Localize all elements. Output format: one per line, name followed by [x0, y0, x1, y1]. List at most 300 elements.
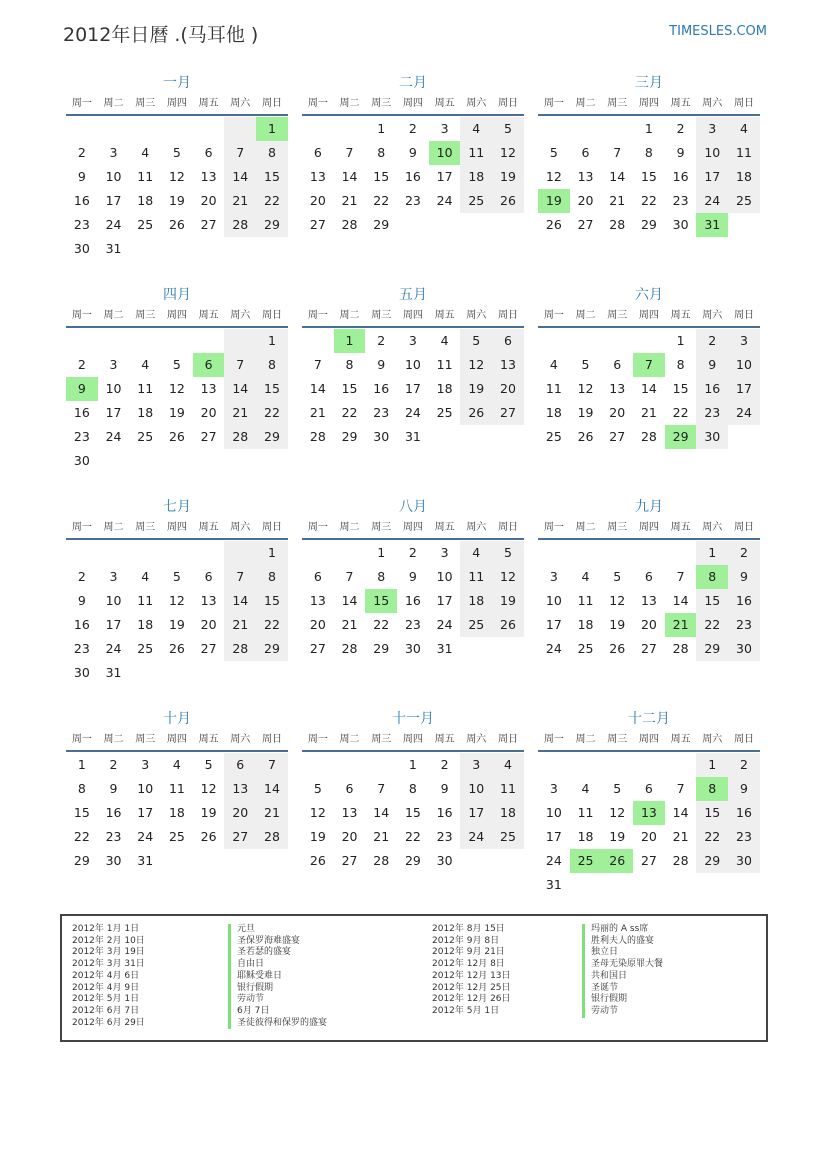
- day-cell[interactable]: 23: [404, 617, 421, 632]
- day-cell[interactable]: 5: [172, 357, 181, 372]
- day-cell[interactable]: 11: [137, 169, 154, 184]
- day-cell[interactable]: 28: [224, 637, 256, 661]
- day-cell[interactable]: 15: [256, 165, 288, 189]
- day-cell[interactable]: 7: [613, 145, 622, 160]
- day-cell[interactable]: 16: [73, 617, 90, 632]
- day-cell[interactable]: 11: [460, 141, 492, 165]
- day-cell[interactable]: 26: [492, 613, 524, 637]
- day-cell[interactable]: 23: [436, 829, 453, 844]
- day-cell[interactable]: 11: [577, 593, 594, 608]
- day-cell[interactable]: 30: [73, 453, 90, 468]
- day-cell[interactable]: 20: [309, 193, 326, 208]
- day-cell[interactable]: 3: [109, 357, 118, 372]
- day-cell[interactable]: 25: [728, 189, 760, 213]
- day-cell[interactable]: 21: [309, 405, 326, 420]
- day-cell[interactable]: 16: [404, 593, 421, 608]
- day-cell[interactable]: 28: [224, 213, 256, 237]
- day-cell[interactable]: 10: [436, 569, 453, 584]
- day-cell[interactable]: 11: [492, 777, 524, 801]
- day-cell[interactable]: 26: [168, 217, 185, 232]
- day-cell[interactable]: 8: [377, 569, 386, 584]
- day-cell[interactable]: 29: [373, 641, 390, 656]
- day-cell[interactable]: 29: [404, 853, 421, 868]
- day-cell[interactable]: 1: [334, 329, 366, 353]
- day-cell[interactable]: 5: [581, 357, 590, 372]
- day-cell[interactable]: 6: [492, 329, 524, 353]
- day-cell[interactable]: 29: [256, 425, 288, 449]
- day-cell[interactable]: 14: [309, 381, 326, 396]
- day-cell[interactable]: 5: [492, 117, 524, 141]
- day-cell[interactable]: 31: [105, 241, 122, 256]
- day-cell[interactable]: 3: [549, 569, 558, 584]
- day-cell[interactable]: 7: [345, 569, 354, 584]
- day-cell[interactable]: 1: [256, 329, 288, 353]
- day-cell[interactable]: 24: [137, 829, 154, 844]
- day-cell[interactable]: 14: [256, 777, 288, 801]
- day-cell[interactable]: 20: [200, 193, 217, 208]
- day-cell[interactable]: 20: [609, 405, 626, 420]
- day-cell[interactable]: 30: [404, 641, 421, 656]
- day-cell[interactable]: 16: [436, 805, 453, 820]
- day-cell[interactable]: 12: [168, 593, 185, 608]
- day-cell[interactable]: 9: [109, 781, 118, 796]
- day-cell[interactable]: 18: [137, 617, 154, 632]
- day-cell[interactable]: 28: [373, 853, 390, 868]
- day-cell[interactable]: 5: [313, 781, 322, 796]
- day-cell[interactable]: 10: [105, 169, 122, 184]
- day-cell[interactable]: 4: [440, 333, 449, 348]
- day-cell[interactable]: 21: [672, 829, 689, 844]
- day-cell[interactable]: 1: [77, 757, 86, 772]
- day-cell[interactable]: 1: [676, 333, 685, 348]
- day-cell[interactable]: 30: [373, 429, 390, 444]
- day-cell[interactable]: 19: [309, 829, 326, 844]
- day-cell[interactable]: 27: [492, 401, 524, 425]
- day-cell[interactable]: 3: [408, 333, 417, 348]
- day-cell[interactable]: 11: [137, 381, 154, 396]
- day-cell[interactable]: 5: [613, 781, 622, 796]
- day-cell[interactable]: 22: [341, 405, 358, 420]
- day-cell[interactable]: 26: [609, 641, 626, 656]
- day-cell[interactable]: 8: [256, 353, 288, 377]
- day-cell[interactable]: 24: [105, 217, 122, 232]
- day-cell[interactable]: 25: [460, 189, 492, 213]
- day-cell[interactable]: 12: [460, 353, 492, 377]
- day-cell[interactable]: 20: [640, 617, 657, 632]
- day-cell[interactable]: 10: [137, 781, 154, 796]
- day-cell[interactable]: 6: [313, 569, 322, 584]
- day-cell[interactable]: 11: [137, 593, 154, 608]
- day-cell[interactable]: 14: [224, 589, 256, 613]
- day-cell[interactable]: 2: [77, 145, 86, 160]
- day-cell[interactable]: 28: [609, 217, 626, 232]
- day-cell[interactable]: 18: [137, 193, 154, 208]
- day-cell[interactable]: 12: [168, 169, 185, 184]
- day-cell[interactable]: 26: [577, 429, 594, 444]
- day-cell[interactable]: 4: [172, 757, 181, 772]
- day-cell[interactable]: 25: [570, 849, 602, 873]
- day-cell[interactable]: 15: [696, 589, 728, 613]
- day-cell[interactable]: 22: [404, 829, 421, 844]
- day-cell[interactable]: 29: [665, 425, 697, 449]
- day-cell[interactable]: 12: [492, 141, 524, 165]
- day-cell[interactable]: 14: [224, 165, 256, 189]
- day-cell[interactable]: 18: [168, 805, 185, 820]
- day-cell[interactable]: 25: [137, 429, 154, 444]
- day-cell[interactable]: 15: [365, 589, 397, 613]
- day-cell[interactable]: 3: [109, 145, 118, 160]
- day-cell[interactable]: 2: [728, 753, 760, 777]
- day-cell[interactable]: 2: [408, 545, 417, 560]
- day-cell[interactable]: 3: [440, 121, 449, 136]
- day-cell[interactable]: 9: [77, 593, 86, 608]
- day-cell[interactable]: 29: [341, 429, 358, 444]
- day-cell[interactable]: 7: [313, 357, 322, 372]
- day-cell[interactable]: 23: [73, 641, 90, 656]
- day-cell[interactable]: 21: [341, 193, 358, 208]
- day-cell[interactable]: 26: [309, 853, 326, 868]
- day-cell[interactable]: 28: [309, 429, 326, 444]
- day-cell[interactable]: 9: [728, 565, 760, 589]
- day-cell[interactable]: 21: [256, 801, 288, 825]
- day-cell[interactable]: 27: [577, 217, 594, 232]
- day-cell[interactable]: 17: [105, 405, 122, 420]
- day-cell[interactable]: 19: [538, 189, 570, 213]
- day-cell[interactable]: 4: [728, 117, 760, 141]
- day-cell[interactable]: 15: [640, 169, 657, 184]
- day-cell[interactable]: 1: [696, 753, 728, 777]
- day-cell[interactable]: 30: [728, 637, 760, 661]
- day-cell[interactable]: 18: [460, 165, 492, 189]
- day-cell[interactable]: 20: [640, 829, 657, 844]
- day-cell[interactable]: 4: [492, 753, 524, 777]
- day-cell[interactable]: 10: [545, 805, 562, 820]
- day-cell[interactable]: 16: [696, 377, 728, 401]
- day-cell[interactable]: 30: [728, 849, 760, 873]
- day-cell[interactable]: 18: [460, 589, 492, 613]
- day-cell[interactable]: 19: [609, 829, 626, 844]
- day-cell[interactable]: 31: [137, 853, 154, 868]
- day-cell[interactable]: 8: [676, 357, 685, 372]
- day-cell[interactable]: 12: [492, 565, 524, 589]
- day-cell[interactable]: 9: [66, 377, 98, 401]
- day-cell[interactable]: 3: [440, 545, 449, 560]
- day-cell[interactable]: 11: [728, 141, 760, 165]
- day-cell[interactable]: 31: [105, 665, 122, 680]
- day-cell[interactable]: 3: [460, 753, 492, 777]
- day-cell[interactable]: 11: [545, 381, 562, 396]
- day-cell[interactable]: 25: [137, 217, 154, 232]
- day-cell[interactable]: 5: [613, 569, 622, 584]
- day-cell[interactable]: 8: [77, 781, 86, 796]
- day-cell[interactable]: 22: [256, 613, 288, 637]
- day-cell[interactable]: 26: [492, 189, 524, 213]
- day-cell[interactable]: 26: [168, 641, 185, 656]
- day-cell[interactable]: 18: [492, 801, 524, 825]
- day-cell[interactable]: 6: [581, 145, 590, 160]
- day-cell[interactable]: 2: [77, 569, 86, 584]
- day-cell[interactable]: 22: [696, 613, 728, 637]
- day-cell[interactable]: 20: [224, 801, 256, 825]
- day-cell[interactable]: 13: [309, 593, 326, 608]
- day-cell[interactable]: 3: [728, 329, 760, 353]
- day-cell[interactable]: 16: [373, 381, 390, 396]
- day-cell[interactable]: 23: [728, 825, 760, 849]
- day-cell[interactable]: 7: [224, 565, 256, 589]
- day-cell[interactable]: 24: [696, 189, 728, 213]
- day-cell[interactable]: 20: [200, 617, 217, 632]
- day-cell[interactable]: 8: [377, 145, 386, 160]
- day-cell[interactable]: 2: [728, 541, 760, 565]
- day-cell[interactable]: 16: [404, 169, 421, 184]
- day-cell[interactable]: 27: [224, 825, 256, 849]
- day-cell[interactable]: 17: [137, 805, 154, 820]
- day-cell[interactable]: 1: [256, 541, 288, 565]
- day-cell[interactable]: 8: [408, 781, 417, 796]
- day-cell[interactable]: 14: [341, 169, 358, 184]
- day-cell[interactable]: 6: [644, 781, 653, 796]
- day-cell[interactable]: 30: [73, 241, 90, 256]
- day-cell[interactable]: 2: [77, 357, 86, 372]
- day-cell[interactable]: 27: [200, 641, 217, 656]
- day-cell[interactable]: 9: [696, 353, 728, 377]
- day-cell[interactable]: 22: [256, 189, 288, 213]
- day-cell[interactable]: 28: [672, 641, 689, 656]
- day-cell[interactable]: 12: [309, 805, 326, 820]
- day-cell[interactable]: 17: [105, 617, 122, 632]
- day-cell[interactable]: 14: [341, 593, 358, 608]
- day-cell[interactable]: 9: [676, 145, 685, 160]
- day-cell[interactable]: 9: [408, 145, 417, 160]
- day-cell[interactable]: 10: [545, 593, 562, 608]
- day-cell[interactable]: 13: [577, 169, 594, 184]
- day-cell[interactable]: 24: [105, 641, 122, 656]
- day-cell[interactable]: 4: [549, 357, 558, 372]
- day-cell[interactable]: 17: [545, 617, 562, 632]
- day-cell[interactable]: 21: [224, 401, 256, 425]
- day-cell[interactable]: 17: [404, 381, 421, 396]
- day-cell[interactable]: 11: [168, 781, 185, 796]
- day-cell[interactable]: 10: [429, 141, 461, 165]
- day-cell[interactable]: 29: [373, 217, 390, 232]
- day-cell[interactable]: 31: [545, 877, 562, 892]
- day-cell[interactable]: 15: [696, 801, 728, 825]
- day-cell[interactable]: 31: [404, 429, 421, 444]
- day-cell[interactable]: 6: [204, 569, 213, 584]
- day-cell[interactable]: 22: [73, 829, 90, 844]
- day-cell[interactable]: 13: [224, 777, 256, 801]
- day-cell[interactable]: 14: [672, 593, 689, 608]
- day-cell[interactable]: 8: [256, 141, 288, 165]
- day-cell[interactable]: 23: [105, 829, 122, 844]
- day-cell[interactable]: 17: [436, 593, 453, 608]
- day-cell[interactable]: 8: [256, 565, 288, 589]
- day-cell[interactable]: 19: [168, 405, 185, 420]
- day-cell[interactable]: 22: [696, 825, 728, 849]
- day-cell[interactable]: 24: [545, 641, 562, 656]
- day-cell[interactable]: 25: [492, 825, 524, 849]
- day-cell[interactable]: 27: [309, 217, 326, 232]
- day-cell[interactable]: 24: [728, 401, 760, 425]
- day-cell[interactable]: 18: [728, 165, 760, 189]
- day-cell[interactable]: 10: [105, 593, 122, 608]
- day-cell[interactable]: 7: [676, 569, 685, 584]
- day-cell[interactable]: 1: [696, 541, 728, 565]
- day-cell[interactable]: 1: [377, 121, 386, 136]
- day-cell[interactable]: 17: [460, 801, 492, 825]
- day-cell[interactable]: 29: [256, 637, 288, 661]
- day-cell[interactable]: 25: [137, 641, 154, 656]
- day-cell[interactable]: 4: [460, 541, 492, 565]
- day-cell[interactable]: 30: [73, 665, 90, 680]
- day-cell[interactable]: 12: [577, 381, 594, 396]
- day-cell[interactable]: 19: [168, 617, 185, 632]
- day-cell[interactable]: 29: [640, 217, 657, 232]
- day-cell[interactable]: 30: [105, 853, 122, 868]
- day-cell[interactable]: 11: [436, 357, 453, 372]
- day-cell[interactable]: 14: [609, 169, 626, 184]
- day-cell[interactable]: 7: [224, 353, 256, 377]
- day-cell[interactable]: 19: [609, 617, 626, 632]
- day-cell[interactable]: 12: [168, 381, 185, 396]
- day-cell[interactable]: 26: [545, 217, 562, 232]
- day-cell[interactable]: 3: [141, 757, 150, 772]
- day-cell[interactable]: 21: [609, 193, 626, 208]
- day-cell[interactable]: 6: [193, 353, 225, 377]
- day-cell[interactable]: 18: [137, 405, 154, 420]
- day-cell[interactable]: 9: [728, 777, 760, 801]
- day-cell[interactable]: 4: [460, 117, 492, 141]
- day-cell[interactable]: 28: [341, 641, 358, 656]
- day-cell[interactable]: 24: [105, 429, 122, 444]
- day-cell[interactable]: 27: [200, 217, 217, 232]
- day-cell[interactable]: 21: [665, 613, 697, 637]
- day-cell[interactable]: 5: [460, 329, 492, 353]
- day-cell[interactable]: 17: [728, 377, 760, 401]
- day-cell[interactable]: 2: [109, 757, 118, 772]
- day-cell[interactable]: 7: [224, 141, 256, 165]
- day-cell[interactable]: 13: [640, 593, 657, 608]
- day-cell[interactable]: 28: [640, 429, 657, 444]
- day-cell[interactable]: 7: [345, 145, 354, 160]
- day-cell[interactable]: 5: [549, 145, 558, 160]
- day-cell[interactable]: 14: [224, 377, 256, 401]
- day-cell[interactable]: 15: [404, 805, 421, 820]
- day-cell[interactable]: 1: [644, 121, 653, 136]
- day-cell[interactable]: 12: [609, 593, 626, 608]
- day-cell[interactable]: 7: [256, 753, 288, 777]
- day-cell[interactable]: 20: [309, 617, 326, 632]
- day-cell[interactable]: 6: [224, 753, 256, 777]
- day-cell[interactable]: 13: [200, 169, 217, 184]
- day-cell[interactable]: 6: [204, 145, 213, 160]
- day-cell[interactable]: 10: [728, 353, 760, 377]
- brand-logo-text[interactable]: TIMESLES.COM: [669, 24, 767, 39]
- day-cell[interactable]: 3: [109, 569, 118, 584]
- day-cell[interactable]: 28: [341, 217, 358, 232]
- day-cell[interactable]: 8: [345, 357, 354, 372]
- day-cell[interactable]: 9: [408, 569, 417, 584]
- day-cell[interactable]: 27: [200, 429, 217, 444]
- day-cell[interactable]: 27: [640, 853, 657, 868]
- day-cell[interactable]: 19: [577, 405, 594, 420]
- day-cell[interactable]: 5: [172, 569, 181, 584]
- day-cell[interactable]: 10: [404, 357, 421, 372]
- day-cell[interactable]: 16: [728, 589, 760, 613]
- day-cell[interactable]: 15: [73, 805, 90, 820]
- day-cell[interactable]: 5: [492, 541, 524, 565]
- day-cell[interactable]: 1: [408, 757, 417, 772]
- day-cell[interactable]: 18: [436, 381, 453, 396]
- day-cell[interactable]: 10: [460, 777, 492, 801]
- day-cell[interactable]: 13: [309, 169, 326, 184]
- day-cell[interactable]: 20: [492, 377, 524, 401]
- day-cell[interactable]: 23: [404, 193, 421, 208]
- day-cell[interactable]: 23: [73, 429, 90, 444]
- day-cell[interactable]: 2: [676, 121, 685, 136]
- day-cell[interactable]: 6: [313, 145, 322, 160]
- day-cell[interactable]: 31: [436, 641, 453, 656]
- day-cell[interactable]: 11: [460, 565, 492, 589]
- day-cell[interactable]: 16: [73, 193, 90, 208]
- day-cell[interactable]: 19: [492, 165, 524, 189]
- day-cell[interactable]: 25: [545, 429, 562, 444]
- day-cell[interactable]: 16: [728, 801, 760, 825]
- day-cell[interactable]: 13: [633, 801, 665, 825]
- day-cell[interactable]: 2: [408, 121, 417, 136]
- day-cell[interactable]: 19: [492, 589, 524, 613]
- day-cell[interactable]: 18: [545, 405, 562, 420]
- day-cell[interactable]: 7: [377, 781, 386, 796]
- day-cell[interactable]: 10: [105, 381, 122, 396]
- day-cell[interactable]: 22: [640, 193, 657, 208]
- day-cell[interactable]: 28: [256, 825, 288, 849]
- day-cell[interactable]: 5: [204, 757, 213, 772]
- day-cell[interactable]: 27: [640, 641, 657, 656]
- day-cell[interactable]: 17: [545, 829, 562, 844]
- day-cell[interactable]: 29: [73, 853, 90, 868]
- day-cell[interactable]: 6: [644, 569, 653, 584]
- day-cell[interactable]: 21: [224, 189, 256, 213]
- day-cell[interactable]: 17: [105, 193, 122, 208]
- day-cell[interactable]: 8: [696, 565, 728, 589]
- day-cell[interactable]: 23: [672, 193, 689, 208]
- day-cell[interactable]: 27: [341, 853, 358, 868]
- day-cell[interactable]: 15: [256, 589, 288, 613]
- day-cell[interactable]: 2: [440, 757, 449, 772]
- day-cell[interactable]: 2: [377, 333, 386, 348]
- day-cell[interactable]: 23: [73, 217, 90, 232]
- day-cell[interactable]: 9: [440, 781, 449, 796]
- day-cell[interactable]: 15: [341, 381, 358, 396]
- day-cell[interactable]: 29: [696, 637, 728, 661]
- day-cell[interactable]: 20: [577, 193, 594, 208]
- day-cell[interactable]: 31: [696, 213, 728, 237]
- day-cell[interactable]: 7: [633, 353, 665, 377]
- day-cell[interactable]: 30: [436, 853, 453, 868]
- day-cell[interactable]: 25: [436, 405, 453, 420]
- day-cell[interactable]: 5: [172, 145, 181, 160]
- day-cell[interactable]: 25: [460, 613, 492, 637]
- day-cell[interactable]: 18: [577, 617, 594, 632]
- day-cell[interactable]: 12: [609, 805, 626, 820]
- day-cell[interactable]: 9: [377, 357, 386, 372]
- day-cell[interactable]: 4: [141, 145, 150, 160]
- day-cell[interactable]: 2: [696, 329, 728, 353]
- day-cell[interactable]: 25: [577, 641, 594, 656]
- day-cell[interactable]: 12: [545, 169, 562, 184]
- day-cell[interactable]: 8: [696, 777, 728, 801]
